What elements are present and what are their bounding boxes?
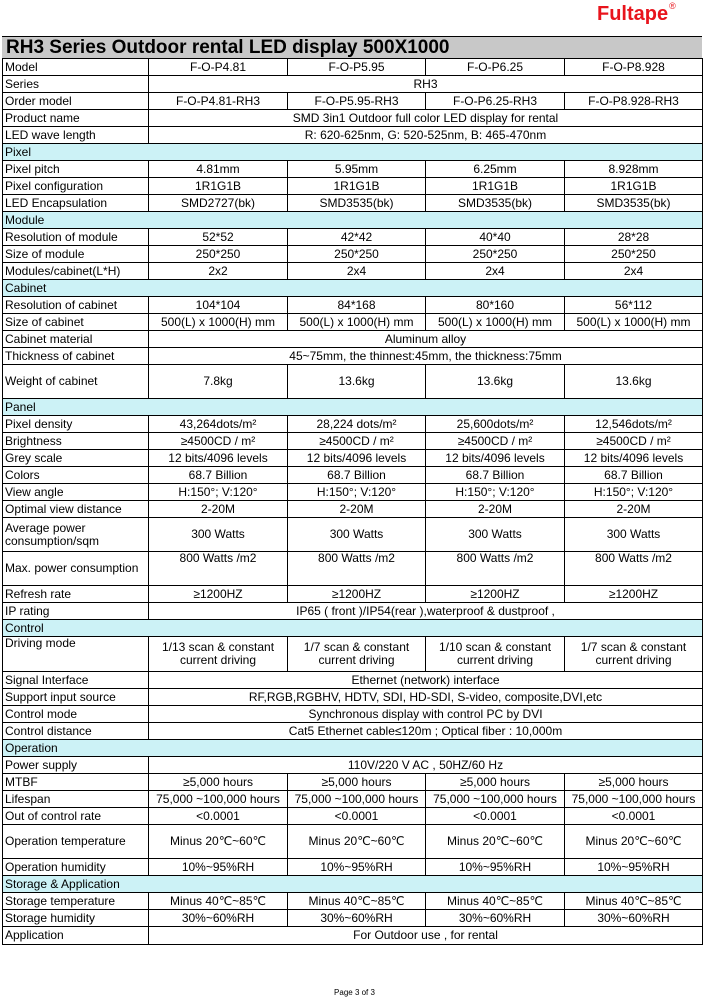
- spec-value: 250*250: [288, 246, 426, 263]
- spec-label: Control distance: [3, 723, 149, 740]
- spec-value-all: SMD 3in1 Outdoor full color LED display for rental: [149, 110, 703, 127]
- section-header: Panel: [3, 399, 703, 416]
- spec-value: 1/7 scan & constant current driving: [288, 637, 426, 672]
- spec-value: ≥1200HZ: [565, 586, 703, 603]
- spec-value-all: 45~75mm, the thinnest:45mm, the thickness:75mm: [149, 348, 703, 365]
- spec-row: [3, 59, 703, 76]
- spec-value: ≥4500CD / m²: [149, 433, 288, 450]
- spec-value: 30%~60%RH: [149, 910, 288, 927]
- spec-label: Colors: [3, 467, 149, 484]
- spec-value: 12,546dots/m²: [565, 416, 703, 433]
- section-header-row: [3, 144, 703, 161]
- spec-value-all: RF,RGB,RGBHV, HDTV, SDI, HD-SDI, S-video, composite,DVI,etc: [149, 689, 703, 706]
- spec-row: [3, 263, 703, 280]
- spec-value: 300 Watts: [149, 518, 288, 552]
- spec-table-body: [3, 59, 703, 945]
- spec-value: 800 Watts /m2: [149, 552, 288, 586]
- spec-value: 75,000 ~100,000 hours: [149, 791, 288, 808]
- spec-label: Control mode: [3, 706, 149, 723]
- spec-row: [3, 825, 703, 859]
- spec-value: H:150°; V:120°: [426, 484, 565, 501]
- spec-row: [3, 178, 703, 195]
- spec-value: 40*40: [426, 229, 565, 246]
- spec-value: 1/7 scan & constant current driving: [565, 637, 703, 672]
- section-header-row: [3, 280, 703, 297]
- spec-row: [3, 76, 703, 93]
- spec-row: [3, 110, 703, 127]
- spec-value-all: R: 620-625nm, G: 520-525nm, B: 465-470nm: [149, 127, 703, 144]
- spec-value: 7.8kg: [149, 365, 288, 399]
- spec-value: F-O-P4.81: [149, 59, 288, 76]
- spec-value: F-O-P5.95: [288, 59, 426, 76]
- spec-row: [3, 93, 703, 110]
- spec-value: 2-20M: [426, 501, 565, 518]
- spec-value: F-O-P8.928: [565, 59, 703, 76]
- spec-label: Operation humidity: [3, 859, 149, 876]
- spec-row: [3, 808, 703, 825]
- spec-value: Minus 20℃~60℃: [565, 825, 703, 859]
- section-header-row: [3, 399, 703, 416]
- spec-label: Application: [3, 927, 149, 945]
- spec-value-all: RH3: [149, 76, 703, 93]
- spec-row: [3, 859, 703, 876]
- spec-label: Cabinet material: [3, 331, 149, 348]
- section-header: Cabinet: [3, 280, 703, 297]
- spec-value: 800 Watts /m2: [565, 552, 703, 586]
- spec-table: [2, 58, 703, 945]
- spec-label: Resolution of module: [3, 229, 149, 246]
- spec-label: Out of control rate: [3, 808, 149, 825]
- spec-value: ≥1200HZ: [426, 586, 565, 603]
- spec-value: 42*42: [288, 229, 426, 246]
- spec-value: 800 Watts /m2: [426, 552, 565, 586]
- section-header: Storage & Application: [3, 876, 703, 893]
- spec-value: 2-20M: [149, 501, 288, 518]
- spec-value-all: For Outdoor use , for rental: [149, 927, 703, 945]
- spec-label: Refresh rate: [3, 586, 149, 603]
- spec-value: 12 bits/4096 levels: [149, 450, 288, 467]
- spec-value: SMD3535(bk): [288, 195, 426, 212]
- spec-row: [3, 314, 703, 331]
- spec-row: [3, 161, 703, 178]
- spec-value: 2-20M: [565, 501, 703, 518]
- spec-value: 300 Watts: [426, 518, 565, 552]
- spec-value: Minus 40℃~85℃: [565, 893, 703, 910]
- spec-row: [3, 348, 703, 365]
- spec-row: [3, 297, 703, 314]
- spec-value: 6.25mm: [426, 161, 565, 178]
- spec-value: F-O-P6.25: [426, 59, 565, 76]
- spec-label: Storage humidity: [3, 910, 149, 927]
- spec-row: [3, 774, 703, 791]
- spec-value: <0.0001: [288, 808, 426, 825]
- spec-value: 75,000 ~100,000 hours: [565, 791, 703, 808]
- spec-value: ≥1200HZ: [149, 586, 288, 603]
- spec-value: 1/13 scan & constant current driving: [149, 637, 288, 672]
- brand-logo: [597, 3, 676, 26]
- spec-value: 12 bits/4096 levels: [288, 450, 426, 467]
- spec-label: Brightness: [3, 433, 149, 450]
- spec-value: 68.7 Billion: [426, 467, 565, 484]
- spec-row: [3, 672, 703, 689]
- spec-label: Operation temperature: [3, 825, 149, 859]
- section-header: Module: [3, 212, 703, 229]
- spec-value: 12 bits/4096 levels: [426, 450, 565, 467]
- spec-value: 52*52: [149, 229, 288, 246]
- spec-value: 250*250: [565, 246, 703, 263]
- spec-label: Lifespan: [3, 791, 149, 808]
- spec-row: [3, 518, 703, 552]
- spec-value: 10%~95%RH: [565, 859, 703, 876]
- brand-name: Fultape: [597, 3, 669, 25]
- spec-value-all: 110V/220 V AC , 50HZ/60 Hz: [149, 757, 703, 774]
- spec-value: H:150°; V:120°: [565, 484, 703, 501]
- spec-value: 30%~60%RH: [426, 910, 565, 927]
- spec-value: 2-20M: [288, 501, 426, 518]
- spec-row: [3, 127, 703, 144]
- spec-value-all: Ethernet (network) interface: [149, 672, 703, 689]
- spec-value: 1R1G1B: [149, 178, 288, 195]
- spec-value: Minus 40℃~85℃: [288, 893, 426, 910]
- spec-value: 13.6kg: [565, 365, 703, 399]
- spec-label: Average power consumption/sqm: [3, 518, 149, 552]
- spec-row: [3, 791, 703, 808]
- spec-value: 10%~95%RH: [288, 859, 426, 876]
- spec-row: [3, 910, 703, 927]
- page-title: RH3 Series Outdoor rental LED display 500X1000: [6, 37, 450, 58]
- spec-label: Product name: [3, 110, 149, 127]
- spec-value: 1/10 scan & constant current driving: [426, 637, 565, 672]
- spec-value: 68.7 Billion: [149, 467, 288, 484]
- spec-value: 300 Watts: [288, 518, 426, 552]
- spec-row: [3, 501, 703, 518]
- spec-row: [3, 927, 703, 945]
- spec-value: 68.7 Billion: [565, 467, 703, 484]
- spec-row: [3, 552, 703, 586]
- spec-row: [3, 450, 703, 467]
- spec-value: 300 Watts: [565, 518, 703, 552]
- spec-value: Minus 40℃~85℃: [149, 893, 288, 910]
- spec-value: 250*250: [149, 246, 288, 263]
- spec-value: ≥5,000 hours: [426, 774, 565, 791]
- spec-value: Minus 40℃~85℃: [426, 893, 565, 910]
- spec-value: Minus 20℃~60℃: [426, 825, 565, 859]
- spec-value: 2x4: [565, 263, 703, 280]
- spec-value: F-O-P8.928-RH3: [565, 93, 703, 110]
- spec-value: ≥5,000 hours: [288, 774, 426, 791]
- spec-value: Minus 20℃~60℃: [288, 825, 426, 859]
- spec-value: Minus 20℃~60℃: [149, 825, 288, 859]
- spec-value: 75,000 ~100,000 hours: [288, 791, 426, 808]
- spec-row: [3, 331, 703, 348]
- spec-label: Modules/cabinet(L*H): [3, 263, 149, 280]
- spec-value: 43,264dots/m²: [149, 416, 288, 433]
- spec-label: Pixel configuration: [3, 178, 149, 195]
- spec-value-all: IP65 ( front )/IP54(rear ),waterproof & dustproof ,: [149, 603, 703, 620]
- spec-value: F-O-P5.95-RH3: [288, 93, 426, 110]
- spec-value: ≥1200HZ: [288, 586, 426, 603]
- section-header-row: [3, 876, 703, 893]
- spec-row: [3, 689, 703, 706]
- spec-value: 84*168: [288, 297, 426, 314]
- spec-value: 30%~60%RH: [288, 910, 426, 927]
- spec-label: LED wave length: [3, 127, 149, 144]
- spec-value: ≥4500CD / m²: [565, 433, 703, 450]
- spec-value: ≥5,000 hours: [149, 774, 288, 791]
- spec-value: 2x4: [426, 263, 565, 280]
- spec-value: 250*250: [426, 246, 565, 263]
- spec-value: 500(L) x 1000(H) mm: [426, 314, 565, 331]
- spec-label: MTBF: [3, 774, 149, 791]
- spec-label: Series: [3, 76, 149, 93]
- spec-row: [3, 246, 703, 263]
- spec-value: 75,000 ~100,000 hours: [426, 791, 565, 808]
- spec-value-all: Aluminum alloy: [149, 331, 703, 348]
- spec-label: Size of module: [3, 246, 149, 263]
- spec-value: 800 Watts /m2: [288, 552, 426, 586]
- section-header-row: [3, 620, 703, 637]
- spec-row: [3, 195, 703, 212]
- spec-label: Power supply: [3, 757, 149, 774]
- spec-value: ≥4500CD / m²: [288, 433, 426, 450]
- spec-value: 56*112: [565, 297, 703, 314]
- spec-value: 10%~95%RH: [426, 859, 565, 876]
- spec-value-all: Cat5 Ethernet cable≤120m ; Optical fiber : 10,000m: [149, 723, 703, 740]
- spec-value: 500(L) x 1000(H) mm: [288, 314, 426, 331]
- spec-value: SMD3535(bk): [426, 195, 565, 212]
- spec-value: <0.0001: [149, 808, 288, 825]
- spec-value: 1R1G1B: [426, 178, 565, 195]
- spec-row: [3, 893, 703, 910]
- spec-value: SMD2727(bk): [149, 195, 288, 212]
- spec-value: 1R1G1B: [288, 178, 426, 195]
- spec-row: [3, 706, 703, 723]
- spec-value: SMD3535(bk): [565, 195, 703, 212]
- spec-value: H:150°; V:120°: [288, 484, 426, 501]
- spec-value: 13.6kg: [426, 365, 565, 399]
- spec-row: [3, 723, 703, 740]
- spec-value: 13.6kg: [288, 365, 426, 399]
- section-header: Operation: [3, 740, 703, 757]
- spec-row: [3, 467, 703, 484]
- spec-row: [3, 637, 703, 672]
- spec-value: <0.0001: [426, 808, 565, 825]
- spec-value: 8.928mm: [565, 161, 703, 178]
- section-header-row: [3, 212, 703, 229]
- registered-mark: ®: [669, 1, 676, 11]
- section-header: Control: [3, 620, 703, 637]
- spec-value: 2x2: [149, 263, 288, 280]
- spec-label: Grey scale: [3, 450, 149, 467]
- spec-value: 28*28: [565, 229, 703, 246]
- spec-label: Driving mode: [3, 637, 149, 672]
- spec-value: 1R1G1B: [565, 178, 703, 195]
- spec-row: [3, 757, 703, 774]
- spec-label: Order model: [3, 93, 149, 110]
- spec-row: [3, 484, 703, 501]
- spec-value: 25,600dots/m²: [426, 416, 565, 433]
- spec-row: [3, 586, 703, 603]
- spec-label: Signal Interface: [3, 672, 149, 689]
- section-header-row: [3, 740, 703, 757]
- title-banner: [2, 36, 702, 59]
- spec-value: 30%~60%RH: [565, 910, 703, 927]
- spec-label: Support input source: [3, 689, 149, 706]
- spec-label: Optimal view distance: [3, 501, 149, 518]
- spec-row: [3, 603, 703, 620]
- spec-label: Max. power consumption: [3, 552, 149, 586]
- spec-value: 5.95mm: [288, 161, 426, 178]
- spec-value: H:150°; V:120°: [149, 484, 288, 501]
- spec-label: Pixel density: [3, 416, 149, 433]
- spec-row: [3, 365, 703, 399]
- spec-label: Thickness of cabinet: [3, 348, 149, 365]
- spec-value-all: Synchronous display with control PC by DVI: [149, 706, 703, 723]
- spec-value: F-O-P6.25-RH3: [426, 93, 565, 110]
- spec-value: 28,224 dots/m²: [288, 416, 426, 433]
- spec-value: ≥5,000 hours: [565, 774, 703, 791]
- spec-value: ≥4500CD / m²: [426, 433, 565, 450]
- spec-value: <0.0001: [565, 808, 703, 825]
- spec-value: F-O-P4.81-RH3: [149, 93, 288, 110]
- spec-row: [3, 229, 703, 246]
- spec-label: Model: [3, 59, 149, 76]
- spec-value: 2x4: [288, 263, 426, 280]
- spec-value: 80*160: [426, 297, 565, 314]
- spec-label: Storage temperature: [3, 893, 149, 910]
- spec-value: 104*104: [149, 297, 288, 314]
- spec-label: Pixel pitch: [3, 161, 149, 178]
- spec-label: IP rating: [3, 603, 149, 620]
- spec-label: View angle: [3, 484, 149, 501]
- spec-value: 12 bits/4096 levels: [565, 450, 703, 467]
- spec-value: 500(L) x 1000(H) mm: [565, 314, 703, 331]
- spec-value: 68.7 Billion: [288, 467, 426, 484]
- spec-label: Size of cabinet: [3, 314, 149, 331]
- section-header: Pixel: [3, 144, 703, 161]
- spec-row: [3, 416, 703, 433]
- spec-value: 10%~95%RH: [149, 859, 288, 876]
- spec-value: 4.81mm: [149, 161, 288, 178]
- spec-label: Resolution of cabinet: [3, 297, 149, 314]
- spec-label: Weight of cabinet: [3, 365, 149, 399]
- page-footer: Page 3 of 3: [334, 988, 375, 997]
- spec-label: LED Encapsulation: [3, 195, 149, 212]
- spec-value: 500(L) x 1000(H) mm: [149, 314, 288, 331]
- spec-row: [3, 433, 703, 450]
